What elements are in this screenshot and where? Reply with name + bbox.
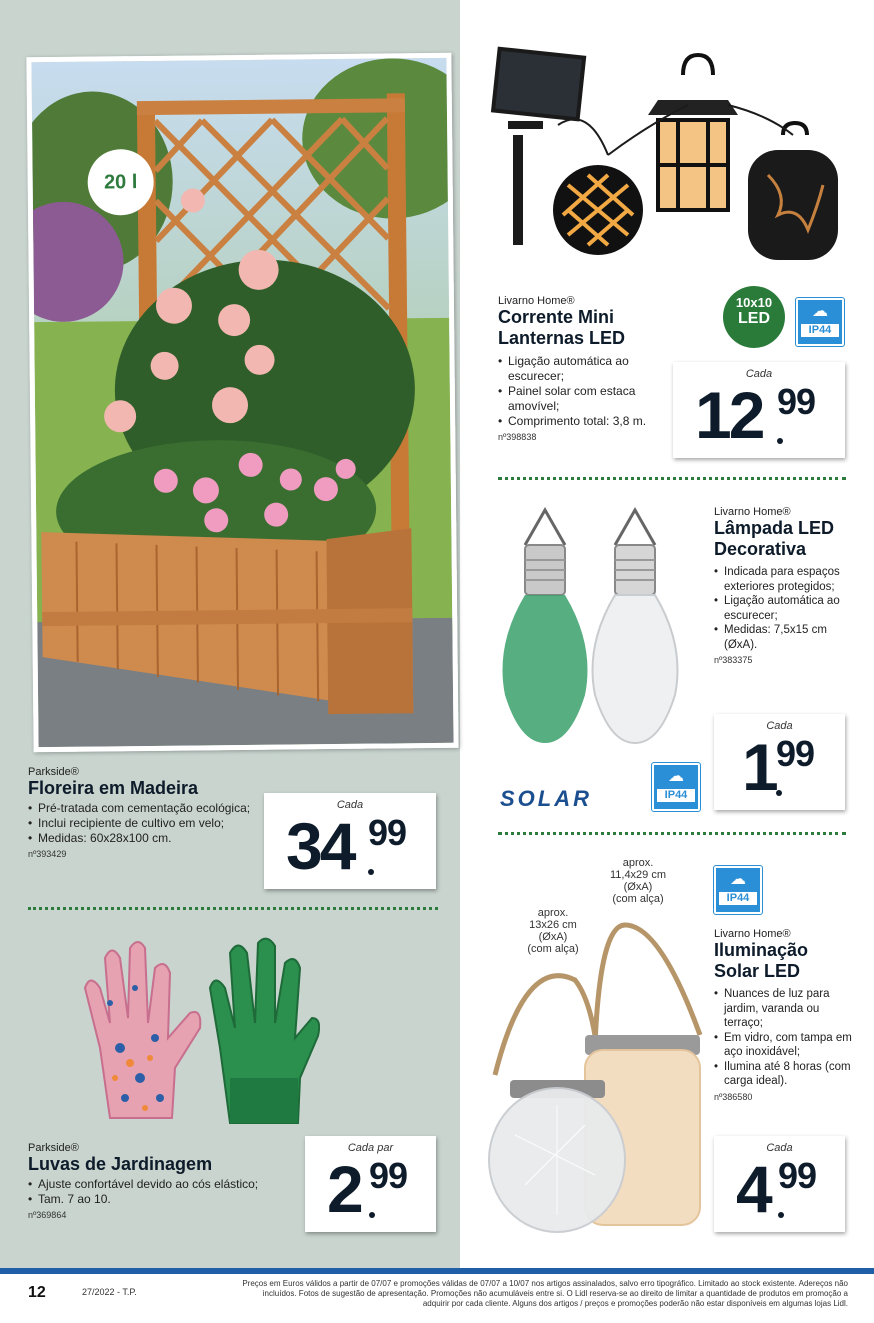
planter-price-box (264, 793, 436, 889)
ip44-badge (652, 763, 700, 811)
footer-bar (0, 1268, 874, 1274)
led-bulb-title-line1: Lâmpada LED (714, 518, 835, 538)
ip44-label: IP44 (801, 324, 839, 337)
price-decimal: 99 (777, 381, 816, 422)
led-count-badge-top: 10x10 (735, 295, 773, 310)
led-bulb-ref: nº383375 (714, 655, 753, 665)
solar-jar-bullet: • Nuances de luz para jardim, varanda ou terraço; (714, 987, 859, 1031)
led-bulb-brand: Livarno Home® (714, 506, 791, 518)
solar-jar-info (714, 928, 859, 1102)
solar-jar-bullet: • Ilumina até 8 horas (com carga ideal). (714, 1060, 859, 1089)
price-decimal: 99 (368, 812, 407, 853)
volume-badge (87, 149, 154, 216)
price-integer: 4 (736, 1152, 770, 1226)
measure-text: 13x26 cm (529, 919, 577, 931)
measure-text: aprox. (622, 857, 654, 869)
solar-jar-ref: nº386580 (714, 1091, 753, 1102)
solar-jar-photo (485, 915, 710, 1235)
measure-text: (ØxA) (623, 881, 653, 893)
ip44-label: IP44 (719, 892, 757, 905)
lantern-chain-title-line1: Corrente Mini (498, 307, 615, 327)
ip44-badge (796, 298, 844, 346)
price-caption: Cada (745, 368, 773, 380)
lantern-chain-bullets (498, 354, 668, 429)
planter-ref: nº393429 (28, 849, 67, 859)
volume-badge-text: 20 l (103, 170, 138, 193)
lantern-chain-price-box (673, 362, 845, 458)
lantern-chain-ref: nº398838 (498, 432, 537, 442)
led-count-badge-bottom: LED (738, 310, 770, 327)
solar-jar-bullet: • Em vidro, com tampa em aço inoxidável; (714, 1031, 859, 1060)
measure-large-label (598, 857, 678, 905)
price-integer: 2 (327, 1152, 361, 1226)
led-bulb-bullet: • Indicada para espaços exteriores protegidos; (714, 565, 859, 594)
measure-text: (ØxA) (538, 931, 568, 943)
gloves-info (28, 1142, 318, 1220)
led-bulb-info (714, 506, 859, 665)
led-bulb-title-line2: Decorativa (714, 539, 807, 559)
solar-jar-price-box (714, 1136, 845, 1232)
divider (498, 832, 846, 835)
lantern-chain-title-line2: Lanternas LED (498, 328, 626, 348)
lantern-chain-bullet: • Painel solar com estaca amovível; (498, 384, 668, 414)
price-caption: Cada par (347, 1142, 394, 1154)
gloves-photo (80, 928, 320, 1128)
solar-jar-title-line1: Iluminação (714, 940, 809, 960)
page-number: 12 (28, 1284, 46, 1301)
led-bulb-photo (490, 505, 700, 750)
ip44-label: IP44 (657, 789, 695, 802)
led-count-badge (723, 286, 785, 348)
price-decimal: 99 (776, 733, 815, 774)
measure-text: (com alça) (527, 943, 579, 955)
divider (498, 477, 846, 480)
solar-jar-brand: Livarno Home® (714, 928, 791, 940)
ip44-badge (714, 866, 762, 914)
gloves-bullet: • Ajuste confortável devido ao cós elástico; (28, 1177, 318, 1192)
price-integer: 12 (695, 378, 763, 452)
planter-title: Floreira em Madeira (28, 778, 199, 798)
led-bulb-bullet: • Ligação automática ao escurecer; (714, 594, 859, 623)
planter-bullet: • Inclui recipiente de cultivo em velo; (28, 816, 263, 831)
planter-bullet: • Pré-tratada com cementação ecológica; (28, 801, 263, 816)
solar-jar-bullets (714, 987, 859, 1089)
lantern-chain-info (498, 295, 668, 442)
edition-label: 27/2022 - T.P. (82, 1287, 137, 1297)
legal-text: Preços em Euros válidos a partir de 07/07 e promoções válidas de 07/07 a 10/07 nos artigos assinalados, salvo erro tipográfico. Limitado ao stock existente. Adereços não incluídos. Fotos de sugestão de apresentação. Promoções não acumuláveis entre si. O Lidl reserva-se ao direito de limitar a quantidade de produtos em promoção a adquirir por cada cliente. Alguns dos artigos / preços e promoções poderão não estar disponíveis em algumas lojas Lidl. (242, 1279, 848, 1308)
lantern-chain-photo (488, 45, 848, 275)
planter-brand: Parkside® (28, 766, 79, 778)
price-caption: Cada (766, 720, 793, 732)
price-caption: Cada (336, 799, 364, 811)
planter-info (28, 766, 268, 859)
lantern-chain-bullet: • Comprimento total: 3,8 m. (498, 414, 668, 429)
price-dot (369, 1212, 375, 1218)
led-bulb-bullets (714, 565, 859, 652)
planter-bullet: • Medidas: 60x28x100 cm. (28, 831, 263, 846)
gloves-bullet: • Tam. 7 ao 10. (28, 1192, 318, 1207)
price-decimal: 99 (369, 1155, 408, 1196)
price-integer: 34 (286, 809, 354, 883)
solar-logo: SOLAR (500, 786, 592, 811)
rain-cloud-icon: ☁ (668, 768, 684, 785)
lantern-chain-bullet: • Ligação automática ao escurecer; (498, 354, 668, 384)
solar-jar-title-line2: Solar LED (714, 961, 801, 981)
rain-cloud-icon: ☁ (730, 871, 746, 888)
measure-text: aprox. (537, 907, 569, 919)
price-dot (778, 1212, 784, 1218)
gloves-brand: Parkside® (28, 1142, 79, 1154)
lantern-chain-brand: Livarno Home® (498, 295, 575, 307)
divider (28, 907, 438, 910)
price-dot (368, 869, 374, 875)
gloves-bullets (28, 1177, 318, 1207)
gloves-ref: nº369864 (28, 1210, 67, 1220)
price-dot (776, 790, 782, 796)
price-decimal: 99 (778, 1155, 817, 1196)
gloves-title: Luvas de Jardinagem (28, 1154, 213, 1174)
price-caption: Cada (766, 1142, 793, 1154)
price-integer: 1 (742, 730, 776, 804)
measure-text: (com alça) (612, 893, 664, 905)
led-bulb-bullet: • Medidas: 7,5x15 cm (ØxA). (714, 623, 859, 652)
planter-photo (26, 53, 458, 752)
planter-bullets (28, 801, 263, 846)
price-dot (777, 438, 783, 444)
measure-text: 11,4x29 cm (609, 869, 667, 881)
led-bulb-price-box (714, 714, 845, 810)
gloves-price-box (305, 1136, 436, 1232)
rain-cloud-icon: ☁ (812, 303, 828, 320)
